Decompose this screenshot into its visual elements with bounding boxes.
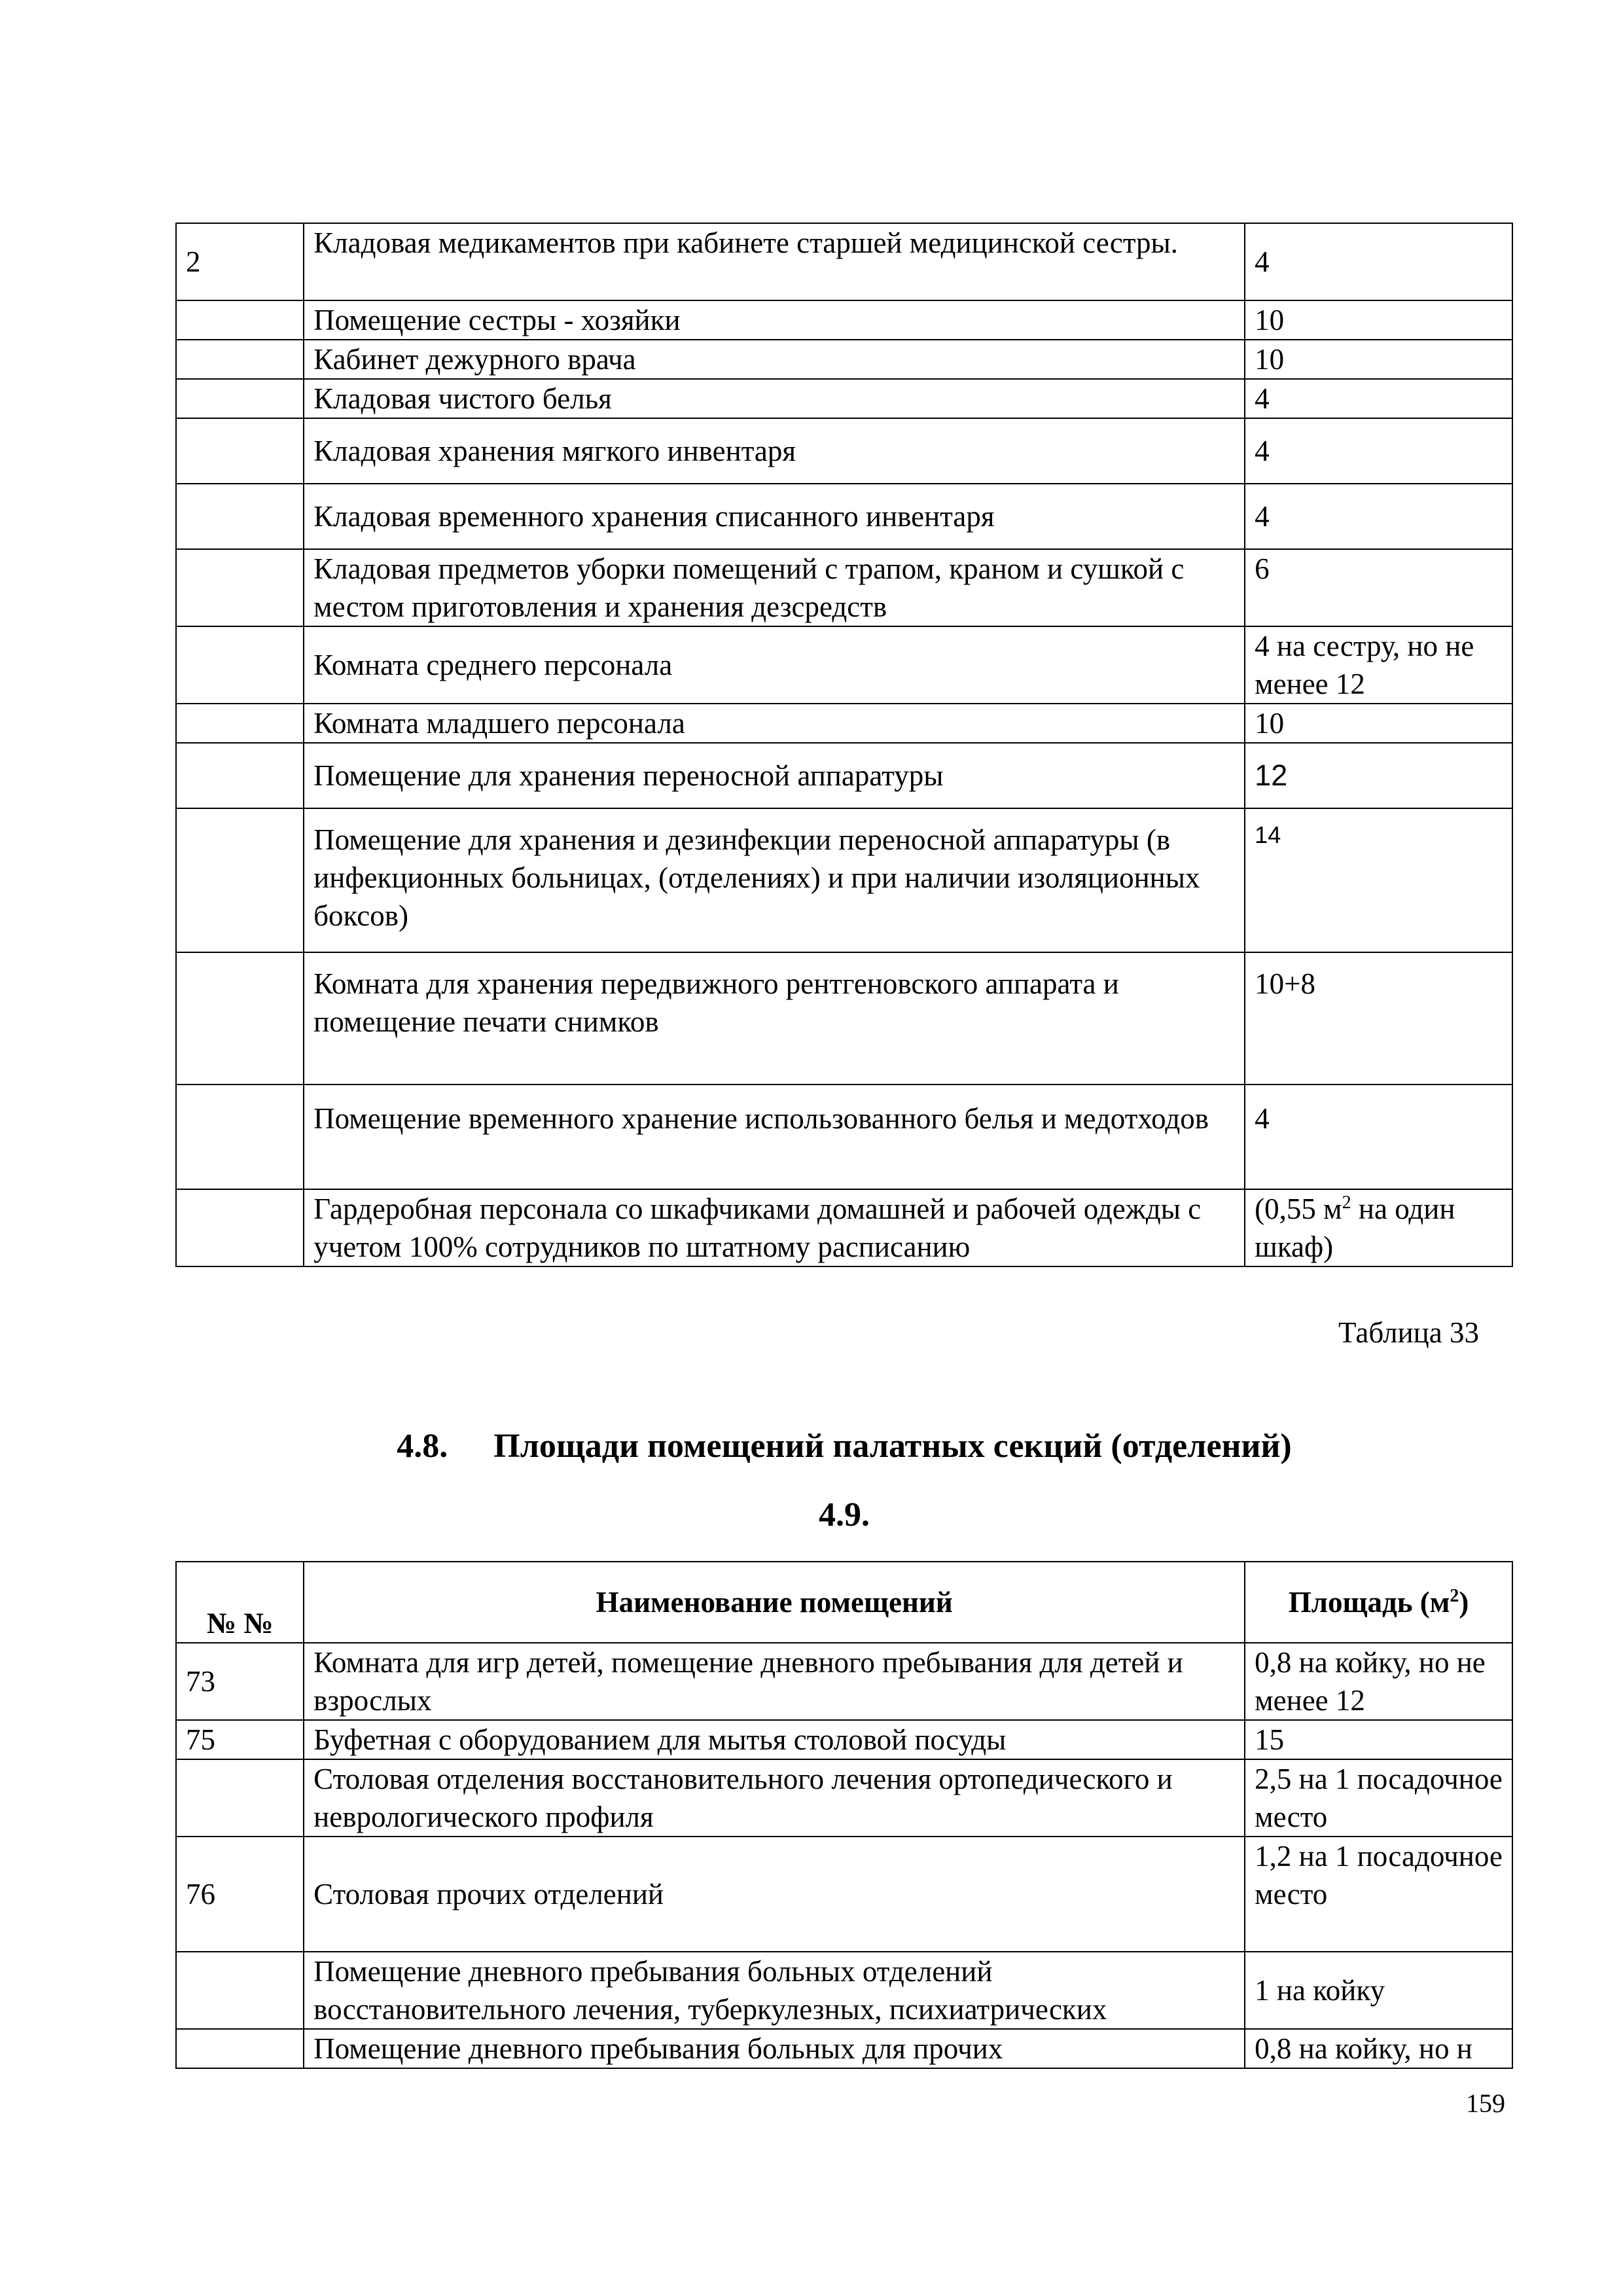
row-number xyxy=(176,704,304,743)
room-area: 10 xyxy=(1245,340,1512,379)
row-number xyxy=(176,2029,304,2068)
area-prefix: (0,55 м xyxy=(1255,1193,1342,1225)
room-area: 2,5 на 1 посадочное место xyxy=(1245,1759,1512,1837)
room-area: 0,8 на койку, но н xyxy=(1245,2029,1512,2068)
room-name: Буфетная с оборудованием для мытья столовой посуды xyxy=(304,1720,1245,1759)
room-area: 4 xyxy=(1245,223,1512,300)
header-area-prefix: Площадь (м xyxy=(1288,1586,1450,1619)
room-name: Комната для хранения передвижного рентгеновского аппарата и помещение печати снимков xyxy=(304,952,1245,1085)
area-suffix: на один шкаф) xyxy=(1255,1193,1455,1263)
header-area-suffix: ) xyxy=(1459,1586,1469,1619)
table-row xyxy=(176,808,1512,952)
table-row xyxy=(176,223,1512,300)
room-area: 12 xyxy=(1245,743,1512,808)
row-number xyxy=(176,626,304,704)
room-name: Столовая прочих отделений xyxy=(304,1837,1245,1952)
table-row xyxy=(176,549,1512,626)
room-name: Столовая отделения восстановительного лечения ортопедического и неврологического профиля xyxy=(304,1759,1245,1837)
room-area: 4 xyxy=(1245,484,1512,549)
header-area-superscript: 2 xyxy=(1450,1586,1459,1606)
section-title: Площади помещений палатных секций (отделений) xyxy=(493,1427,1292,1465)
area-superscript: 2 xyxy=(1342,1193,1351,1213)
row-number xyxy=(176,1759,304,1837)
table-caption: Таблица 33 xyxy=(1338,1316,1479,1349)
header-area xyxy=(1245,1562,1512,1643)
header-number: № № xyxy=(176,1562,304,1643)
room-name: Кладовая медикаментов при кабинете старшей медицинской сестры. xyxy=(304,223,1245,300)
room-area: 4 на сестру, но не менее 12 xyxy=(1245,626,1512,704)
room-area: 4 xyxy=(1245,418,1512,484)
table-row xyxy=(176,418,1512,484)
room-name: Помещение дневного пребывания больных для прочих xyxy=(304,2029,1245,2068)
table-row xyxy=(176,626,1512,704)
table-row xyxy=(176,743,1512,808)
row-number xyxy=(176,484,304,549)
room-name: Гардеробная персонала со шкафчиками домашней и рабочей одежды с учетом 100% сотрудников по штатному расписанию xyxy=(304,1189,1245,1266)
room-name: Кабинет дежурного врача xyxy=(304,340,1245,379)
row-number: 2 xyxy=(176,223,304,300)
row-number xyxy=(176,300,304,340)
page-number: 159 xyxy=(1466,2089,1505,2118)
room-area: 4 xyxy=(1245,379,1512,418)
table-row xyxy=(176,300,1512,340)
room-area: 15 xyxy=(1245,1720,1512,1759)
room-name: Кладовая временного хранения списанного инвентаря xyxy=(304,484,1245,549)
table-row xyxy=(176,704,1512,743)
table-row xyxy=(176,379,1512,418)
table-row xyxy=(176,1837,1512,1952)
subsection-number: 4.9. xyxy=(819,1496,870,1534)
room-name: Помещение для хранения и дезинфекции переносной аппаратуры (в инфекционных больницах, (отделениях) и при наличии изоляционных боксов) xyxy=(304,808,1245,952)
row-number xyxy=(176,808,304,952)
row-number xyxy=(176,952,304,1085)
row-number: 76 xyxy=(176,1837,304,1952)
section-heading xyxy=(175,1427,1513,1465)
table-row xyxy=(176,1085,1512,1189)
room-area: 1,2 на 1 посадочное место xyxy=(1245,1837,1512,1952)
table-row xyxy=(176,2029,1512,2068)
room-area: 1 на койку xyxy=(1245,1952,1512,2029)
room-name: Кладовая чистого белья xyxy=(304,379,1245,418)
table-row xyxy=(176,484,1512,549)
room-area: 4 xyxy=(1245,1085,1512,1189)
room-area: 10+8 xyxy=(1245,952,1512,1085)
room-name: Кладовая предметов уборки помещений с трапом, краном и сушкой с местом приготовления и хранения дезсредств xyxy=(304,549,1245,626)
table-row xyxy=(176,1759,1512,1837)
table-row xyxy=(176,340,1512,379)
room-name: Комната среднего персонала xyxy=(304,626,1245,704)
row-number xyxy=(176,1952,304,2029)
row-number xyxy=(176,340,304,379)
room-area xyxy=(1245,1189,1512,1266)
row-number xyxy=(176,743,304,808)
ward-rooms-table xyxy=(175,1561,1513,2069)
room-name: Помещение для хранения переносной аппаратуры xyxy=(304,743,1245,808)
table-row xyxy=(176,1643,1512,1720)
room-area: 6 xyxy=(1245,549,1512,626)
room-name: Комната младшего персонала xyxy=(304,704,1245,743)
section-number: 4.8. xyxy=(397,1427,448,1465)
row-number xyxy=(176,1085,304,1189)
rooms-table-continued xyxy=(175,223,1513,1267)
header-room-name: Наименование помещений xyxy=(304,1562,1245,1643)
room-name: Помещение сестры - хозяйки xyxy=(304,300,1245,340)
row-number: 75 xyxy=(176,1720,304,1759)
room-name: Помещение временного хранение использованного белья и медотходов xyxy=(304,1085,1245,1189)
row-number xyxy=(176,549,304,626)
room-area: 0,8 на койку, но не менее 12 xyxy=(1245,1643,1512,1720)
row-number xyxy=(176,418,304,484)
row-number xyxy=(176,1189,304,1266)
row-number: 73 xyxy=(176,1643,304,1720)
room-name: Помещение дневного пребывания больных отделений восстановительного лечения, туберкулезных, психиатрических xyxy=(304,1952,1245,2029)
room-name: Кладовая хранения мягкого инвентаря xyxy=(304,418,1245,484)
row-number xyxy=(176,379,304,418)
table-row xyxy=(176,1720,1512,1759)
table-row xyxy=(176,1189,1512,1266)
table-header-row xyxy=(176,1562,1512,1643)
room-area: 10 xyxy=(1245,300,1512,340)
room-area: 14 xyxy=(1245,808,1512,952)
table-row xyxy=(176,952,1512,1085)
table-row xyxy=(176,1952,1512,2029)
room-area: 10 xyxy=(1245,704,1512,743)
room-name: Комната для игр детей, помещение дневного пребывания для детей и взрослых xyxy=(304,1643,1245,1720)
